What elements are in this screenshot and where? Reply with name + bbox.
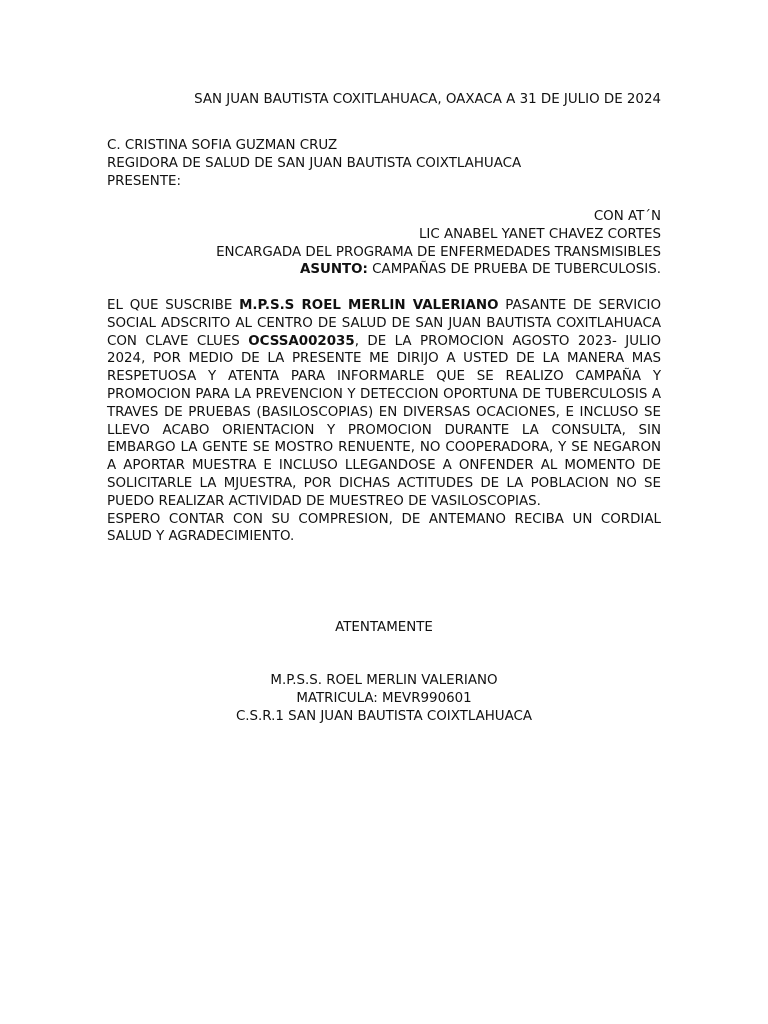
date-line — [107, 91, 661, 109]
body-intro: EL QUE SUSCRIBE — [107, 298, 240, 313]
addressee-position: REGIDORA DE SALUD DE SAN JUAN BAUTISTA COIXTLAHUACA — [107, 155, 522, 171]
body-paragraph-1 — [107, 297, 661, 511]
signature-block — [107, 672, 661, 725]
letter-body — [107, 297, 661, 546]
subject-text: CAMPAÑAS DE PRUEBA DE TUBERCULOSIS. — [367, 262, 661, 278]
attention-label: CON AT´N — [593, 209, 661, 224]
attention-name: LIC ANABEL YANET CHAVEZ CORTES — [418, 226, 661, 242]
signature-unit: C.S.R.1 SAN JUAN BAUTISTA COIXTLAHUACA — [235, 708, 533, 724]
attention-position: ENCARGADA DEL PROGRAMA DE ENFERMEDADES TRANSMISIBLES — [216, 244, 661, 260]
attention-block — [107, 208, 661, 279]
signature-matricula: MATRICULA: MEVR990601 — [296, 690, 472, 706]
body-mid: PASANTE DE SERVICIO SOCIAL ADSCRITO AL CENTRO DE SALUD DE SAN JUAN BAUTISTA COXITLAHUACA CON CLAVE CLUES — [107, 298, 661, 349]
clues-code-bold: OCSSA002035 — [248, 333, 355, 349]
closing-block — [107, 619, 661, 637]
signer-name-bold: M.P.S.S ROEL MERLIN VALERIANO — [239, 298, 499, 313]
signature-name: M.P.S.S. ROEL MERLIN VALERIANO — [270, 673, 498, 688]
subject-label: ASUNTO: — [299, 262, 368, 278]
addressee-name: C. CRISTINA SOFIA GUZMAN CRUZ — [107, 138, 338, 153]
addressee-salutation: PRESENTE: — [107, 173, 181, 189]
subject-line — [107, 261, 661, 279]
closing-text: ATENTAMENTE — [335, 620, 433, 635]
body-rest: , DE LA PROMOCION AGOSTO 2023- JULIO 2024, POR MEDIO DE LA PRESENTE ME DIRIJO A USTED DE LA MANERA MAS RESPETUOSA Y ATENTA PARA INFORMARLE QUE SE REALIZO CAMPAÑA Y PROMOCION PARA LA PREVENCION Y DETECCION OPORTUNA DE TUBERCULOSIS A TRAVES DE PRUEBAS (BASILOSCOPIAS) EN DIVERSAS OCACIONES, E INCLUSO SE LLEVO ACABO ORIENTACION Y PROMOCION DURANTE LA CONSULTA, SIN EMBARGO LA GENTE SE MOSTRO RENUENTE, NO COOPERADORA, Y SE NEGARON A APORTAR MUESTRA E INCLUSO LLEGANDOSE A ONFENDER AL MOMENTO DE SOLICITARLE LA MJUESTRA, POR DICHAS ACTITUDES DE LA POBLACION NO SE PUEDO REALIZAR ACTIVIDAD DE MUESTREO DE VASILOSCOPIAS. — [107, 333, 661, 509]
addressee-block — [107, 137, 661, 190]
date-line-text: SAN JUAN BAUTISTA COXITLAHUACA, OAXACA A 31 DE JULIO DE 2024 — [194, 92, 661, 107]
body-paragraph-2: ESPERO CONTAR CON SU COMPRESION, DE ANTEMANO RECIBA UN CORDIAL SALUD Y AGRADECIMIENTO. — [107, 511, 661, 545]
